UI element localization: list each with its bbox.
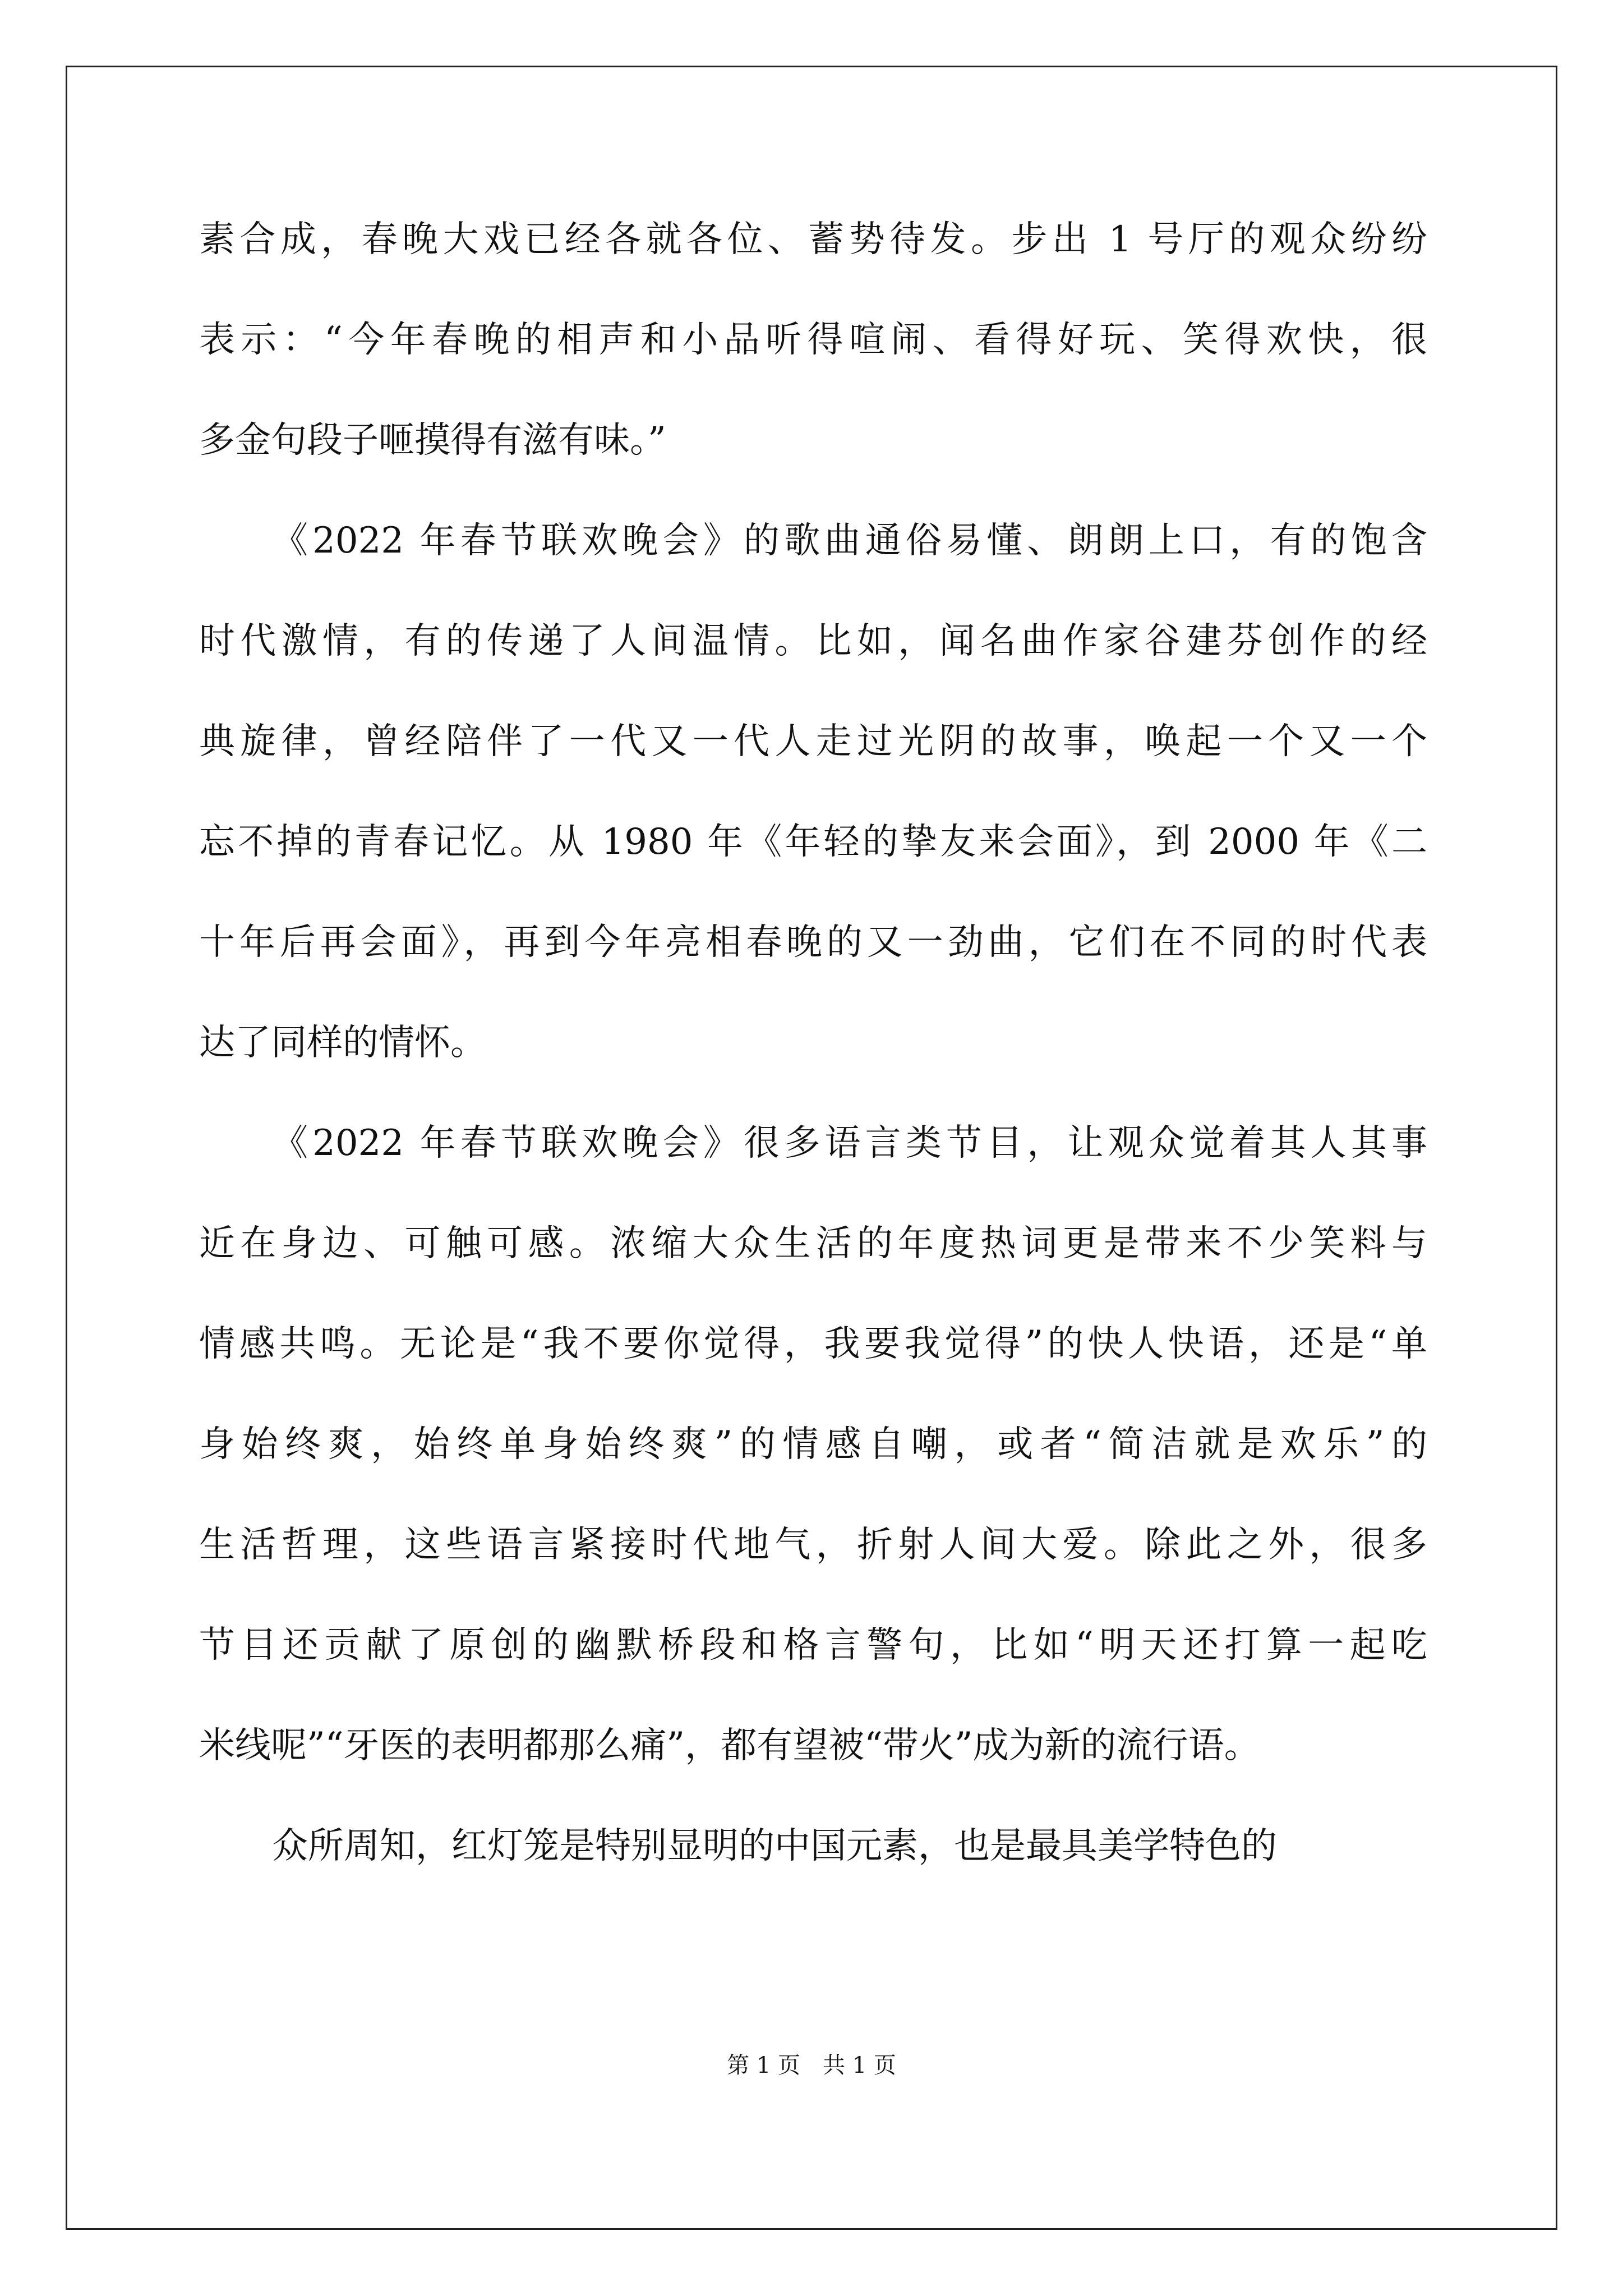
text-line: 多金句段子咂摸得有滋有味。” bbox=[199, 420, 666, 461]
text-line: 《2022 年春节联欢晚会》的歌曲通俗易懂、朗朗上口，有的饱含 bbox=[272, 520, 1427, 562]
text-line: 生活哲理，这些语言紧接时代地气，折射人间大爱。除此之外，很多 bbox=[199, 1524, 1427, 1566]
text-line: 十年后再会面》，再到今年亮相春晚的又一劲曲，它们在不同的时代表 bbox=[199, 922, 1427, 963]
text-line: 米线呢”“牙医的表明都那么痛”，都有望被“带火”成为新的流行语。 bbox=[199, 1725, 1260, 1766]
text-line: 达了同样的情怀。 bbox=[199, 1022, 486, 1064]
text-line: 时代激情，有的传递了人间温情。比如，闻名曲作家谷建芬创作的经 bbox=[199, 620, 1427, 662]
text-line: 身始终爽，始终单身始终爽”的情感自嘲，或者“简洁就是欢乐”的 bbox=[199, 1424, 1427, 1465]
text-line: 素合成，春晚大戏已经各就各位、蓄势待发。步出 1 号厅的观众纷纷 bbox=[199, 219, 1427, 260]
page-footer: 第 1 页 共 1 页 bbox=[727, 2053, 896, 2078]
text-line: 忘不掉的青春记忆。从 1980 年《年轻的挚友来会面》，到 2000 年《二 bbox=[199, 821, 1427, 863]
paragraph bbox=[199, 1122, 1427, 1766]
text-line: 节目还贡献了原创的幽默桥段和格言警句，比如“明天还打算一起吃 bbox=[199, 1625, 1427, 1666]
text-line: 情感共鸣。无论是“我不要你觉得，我要我觉得”的快人快语，还是“单 bbox=[199, 1323, 1427, 1365]
text-line: 众所周知，红灯笼是特别显明的中国元素，也是最具美学特色的 bbox=[272, 1825, 1277, 1867]
paragraph bbox=[199, 219, 1427, 461]
text-line: 近在身边、可触可感。浓缩大众生活的年度热词更是带来不少笑料与 bbox=[199, 1223, 1427, 1264]
paragraph bbox=[199, 1825, 1427, 1867]
text-line: 《2022 年春节联欢晚会》很多语言类节目，让观众觉着其人其事 bbox=[272, 1122, 1427, 1164]
document-body bbox=[199, 219, 1427, 1929]
text-line: 典旋律，曾经陪伴了一代又一代人走过光阴的故事，唤起一个又一个 bbox=[199, 721, 1427, 762]
text-line: 表示：“今年春晚的相声和小品听得喧闹、看得好玩、笑得欢快，很 bbox=[199, 319, 1427, 361]
paragraph bbox=[199, 520, 1427, 1064]
